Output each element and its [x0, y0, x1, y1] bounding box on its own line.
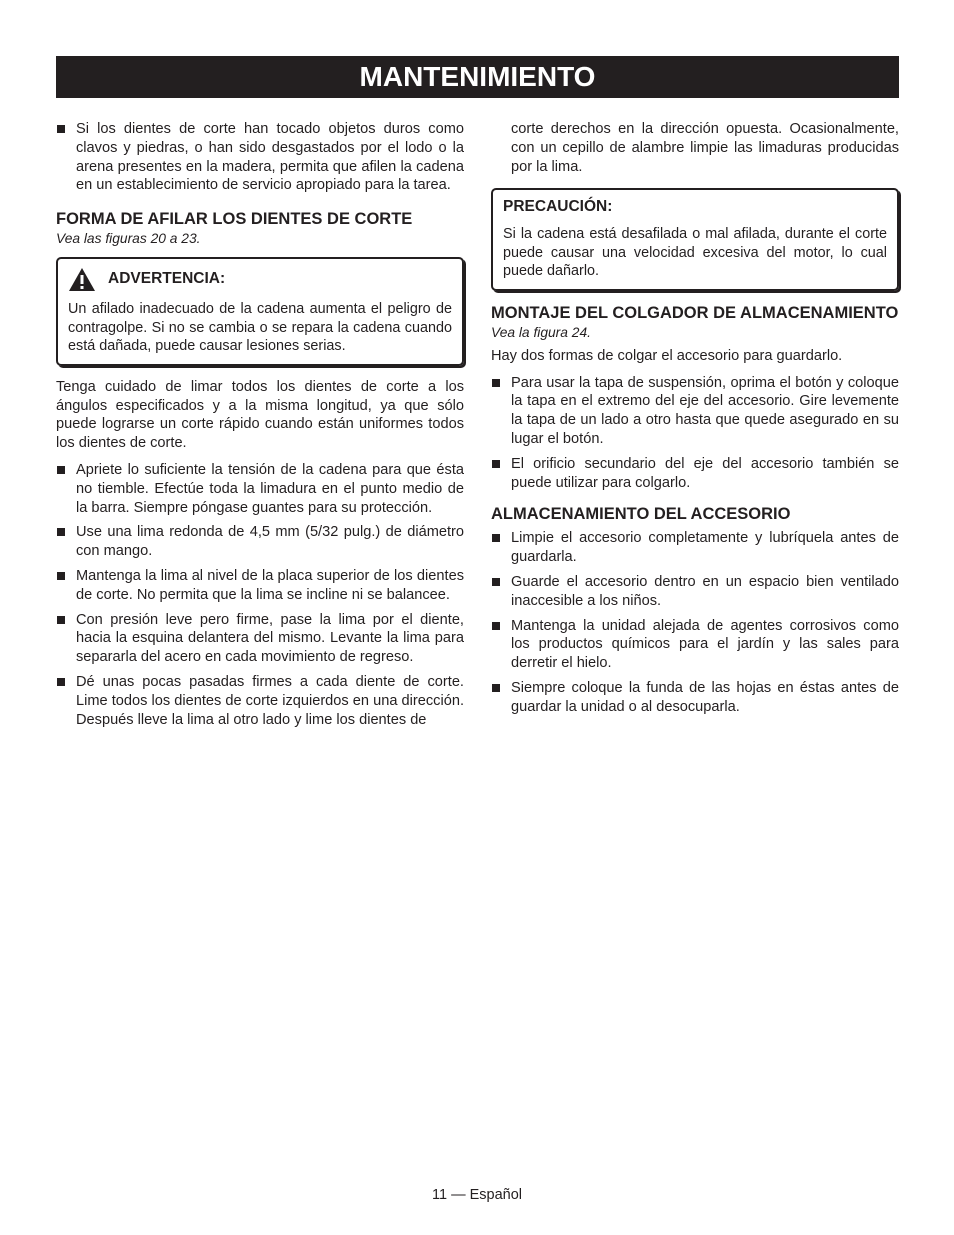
list-item-text: Para usar la tapa de suspensión, oprima el botón y coloque la tapa en el extremo del eje del accesorio. Gire levemente la tapa de un lado a otro hasta que quede asegurado en su lugar el botón. — [511, 374, 899, 447]
list-item-text: Apriete lo suficiente la tensión de la cadena para que ésta no tiemble. Efectúe toda la limadura en el punto medio de la barra. Siempre póngase guantes para su protección. — [76, 461, 464, 516]
square-bullet-icon — [492, 379, 500, 387]
list-item — [491, 455, 899, 493]
warning-box — [56, 257, 464, 366]
list-item-text: Mantenga la lima al nivel de la placa superior de los dientes de corte. No permita que la lima se incline ni se balancee. — [76, 567, 464, 603]
section-heading-sharpening: FORMA DE AFILAR LOS DIENTES DE CORTE — [56, 210, 413, 229]
sharpening-list — [56, 461, 464, 729]
paragraph: Hay dos formas de colgar el accesorio para guardarlo. — [491, 347, 843, 364]
hanger-list — [491, 374, 899, 493]
list-item-text: Con presión leve pero firme, pase la lima por el diente, hacia la esquina delantera del mismo. Levante la lima para separarla del acero en cada movimiento de regreso. — [76, 611, 464, 666]
page-footer: 11 — Español — [431, 1187, 522, 1203]
square-bullet-icon — [492, 622, 500, 630]
right-column — [491, 120, 899, 723]
section-heading-storage: ALMACENAMIENTO DEL ACCESORIO — [491, 505, 791, 524]
list-item-text: El orificio secundario del eje del accesorio también se puede utilizar para colgarlo. — [511, 455, 899, 491]
list-item — [491, 679, 899, 717]
list-item — [491, 573, 899, 611]
storage-list — [491, 529, 899, 716]
continued-paragraph: corte derechos en la dirección opuesta. Ocasionalmente, con un cepillo de alambre limpie las limaduras producidas por la lima. — [511, 121, 899, 175]
list-item — [56, 120, 464, 195]
figure-reference: Vea las figuras 20 a 23. — [56, 231, 201, 247]
intro-list — [56, 120, 464, 195]
list-item — [491, 374, 899, 449]
square-bullet-icon — [57, 616, 65, 624]
section-heading-hanger: MONTAJE DEL COLGADOR DE ALMACENAMIENTO — [491, 303, 899, 322]
square-bullet-icon — [57, 678, 65, 686]
list-item — [56, 567, 464, 605]
list-item-text: Use una lima redonda de 4,5 mm (5/32 pulg.) de diámetro con mango. — [76, 524, 464, 560]
square-bullet-icon — [492, 460, 500, 468]
warning-title-row — [68, 267, 452, 292]
square-bullet-icon — [57, 572, 65, 580]
square-bullet-icon — [57, 466, 65, 474]
figure-reference: Vea la figura 24. — [491, 324, 591, 340]
square-bullet-icon — [492, 534, 500, 542]
list-item-text: Si los dientes de corte han tocado objetos duros como clavos y piedras, o han sido desgastados por el lodo o la arena presentes en la madera, permita que afilen la cadena en un establecimiento de servicio apropiado para la tarea. — [76, 121, 464, 194]
list-item — [56, 461, 464, 517]
list-item-text: Dé unas pocas pasadas firmes a cada diente de corte. Lime todos los dientes de corte izquierdos en una dirección. Después lleve la lima al otro lado y lime los dientes de — [76, 673, 464, 728]
warning-body: Un afilado inadecuado de la cadena aumenta el peligro de contragolpe. Si no se cambia o se repara la cadena cuando está dañada, puede causar lesiones serias. — [68, 300, 452, 355]
list-item — [56, 611, 464, 667]
list-item — [56, 673, 464, 729]
left-column — [56, 120, 464, 735]
list-item — [491, 529, 899, 567]
caution-box — [491, 188, 899, 291]
warning-triangle-icon — [68, 267, 96, 292]
caution-body: Si la cadena está desafilada o mal afilada, durante el corte puede causar una velocidad excesiva del motor, lo cual puede dañarlo. — [503, 226, 887, 280]
square-bullet-icon — [492, 684, 500, 692]
list-item — [56, 523, 464, 561]
list-item-text: Mantenga la unidad alejada de agentes corrosivos como los productos químicos para el jardín y las sales para derretir el hielo. — [511, 617, 899, 672]
list-item-text: Limpie el accesorio completamente y lubríquela antes de guardarla. — [511, 530, 899, 566]
list-item-text: Siempre coloque la funda de las hojas en éstas antes de guardar la unidad o al desocuparla. — [511, 679, 899, 715]
list-item-text: Guarde el accesorio dentro en un espacio bien ventilado inaccesible a los niños. — [511, 573, 899, 609]
paragraph: Tenga cuidado de limar todos los dientes de corte a los ángulos especificados y a la misma longitud, ya que sólo puede lograrse un corte rápido cuando están uniformes todos los dientes de corte. — [56, 378, 464, 452]
list-item — [491, 617, 899, 673]
square-bullet-icon — [57, 125, 65, 133]
square-bullet-icon — [57, 528, 65, 536]
square-bullet-icon — [492, 578, 500, 586]
caution-title: PRECAUCIÓN: — [503, 198, 613, 216]
warning-title: ADVERTENCIA: — [108, 270, 226, 288]
page-title: MANTENIMIENTO — [56, 56, 899, 98]
